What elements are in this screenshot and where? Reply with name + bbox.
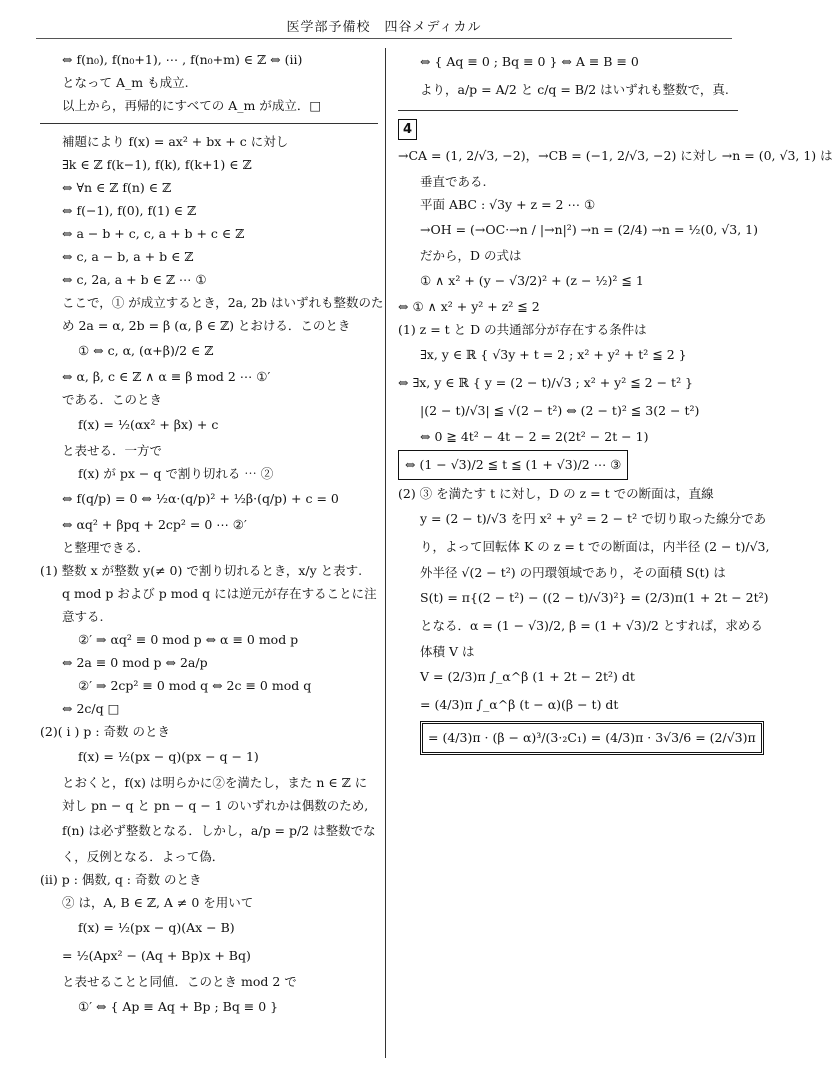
- text-line: (ii) p : 偶数, q : 奇数 のとき: [40, 872, 202, 887]
- text-line: ここで，① が成立するとき，2a, 2b はいずれも整数のた: [62, 295, 384, 310]
- text-line: となって A_m も成立.: [62, 75, 189, 90]
- text-line: と整理できる．: [62, 540, 150, 555]
- text-line: く，反例となる．よって偽．: [62, 849, 225, 864]
- left-column: [40, 50, 384, 1023]
- equation-line: ⇔ 0 ≧ 4t² − 4t − 2 = 2(2t² − 2t − 1): [420, 429, 649, 444]
- equation-line: ① ∧ x² + (y − √3/2)² + (z − ½)² ≦ 1: [420, 273, 644, 288]
- text-line: と表せる．一方で: [62, 443, 163, 458]
- section-rule: [398, 110, 738, 111]
- page-header: 医学部予備校 四谷メディカル: [286, 20, 482, 35]
- text-line: ⇔ ∀n ∈ ℤ f(n) ∈ ℤ: [62, 180, 172, 195]
- text-line: だから，D の式は: [420, 248, 522, 263]
- text-line: 平面 ABC : √3y + z = 2 ⋯ ①: [420, 197, 596, 212]
- equation-line: f(x) = ½(αx² + βx) + c: [78, 417, 219, 432]
- text-line: ⇔ α, β, c ∈ ℤ ∧ α ≡ β mod 2 ⋯ ①′: [62, 369, 271, 384]
- text-line: とおくと，f(x) は明らかに②を満たし，また n ∈ ℤ に: [62, 775, 368, 790]
- text-line: (2)( i ) p : 奇数 のとき: [40, 724, 171, 739]
- text-line: ∃k ∈ ℤ f(k−1), f(k), f(k+1) ∈ ℤ: [62, 157, 252, 172]
- equation-line: ∃x, y ∈ ℝ { √3y + t = 2 ; x² + y² + t² ≦ 2 }: [420, 347, 687, 362]
- text-line: ②′ ⇒ αq² ≡ 0 mod p ⇔ α ≡ 0 mod p: [78, 632, 299, 647]
- text-line: f(n) は必ず整数となる．しかし，a/p = p/2 は整数でな: [62, 823, 376, 838]
- equation-line: f(x) = ½(px − q)(Ax − B): [78, 920, 235, 935]
- header-rule: [36, 38, 732, 39]
- text-line: ⇔ 2c/q □: [62, 701, 120, 716]
- text-line: ⇔ c, a − b, a + b ∈ ℤ: [62, 249, 194, 264]
- text-line: 以上から，再帰的にすべての A_m が成立．□: [62, 98, 322, 113]
- equation-line: →OH = (→OC·→n / |→n|²) →n = (2/4) →n = ½(0, √3, 1): [420, 222, 758, 237]
- equation-line: = (4/3)π ∫_α^β (t − α)(β − t) dt: [420, 697, 619, 712]
- text-line: 体積 V は: [420, 644, 475, 659]
- text-line: y = (2 − t)/√3 を円 x² + y² = 2 − t² で切り取った線分であ: [420, 511, 767, 526]
- equation-line: S(t) = π{(2 − t²) − ((2 − t)/√3)²} = (2/3)π(1 + 2t − 2t²): [420, 590, 769, 605]
- text-line: ⇔ f(−1), f(0), f(1) ∈ ℤ: [62, 203, 197, 218]
- problem-heading: [398, 119, 738, 140]
- column-divider: [385, 48, 386, 1058]
- text-line: ⇔ 2a ≡ 0 mod p ⇔ 2a/p: [62, 655, 208, 670]
- text-line: 対し pn − q と pn − q − 1 のいずれかは偶数のため,: [62, 798, 369, 813]
- equation-line: ① ⇔ c, α, (α+β)/2 ∈ ℤ: [78, 343, 214, 358]
- text-line: と表せることと同値．このとき mod 2 で: [62, 974, 297, 989]
- text-line: 外半径 √(2 − t²) の円環領域であり，その面積 S(t) は: [420, 565, 726, 580]
- final-answer-box: = (4/3)π · (β − α)³/(3·₂C₁) = (4/3)π · 3√3/6 = (2/√3)π: [420, 721, 764, 755]
- answer-line: [398, 450, 738, 480]
- equation-line: f(x) = ½(px − q)(px − q − 1): [78, 749, 259, 764]
- equation-line: ⇔ f(q/p) = 0 ⇔ ½α·(q/p)² + ½β·(q/p) + c = 0: [62, 491, 339, 506]
- right-column: [398, 50, 833, 759]
- text-line: q mod p および p mod q には逆元が存在することに注: [62, 586, 377, 601]
- text-line: ⇔ c, 2a, a + b ∈ ℤ ⋯ ①: [62, 272, 207, 287]
- text-line: 補題により f(x) = ax² + bx + c に対し: [62, 134, 289, 149]
- text-line: f(x) が px − q で割り切れる ⋯ ②: [78, 466, 274, 481]
- answer-box: ⇔ (1 − √3)/2 ≦ t ≦ (1 + √3)/2 ⋯ ③: [398, 450, 628, 480]
- text-line: り，よって回転体 K の z = t での断面は，内半径 (2 − t)/√3,: [420, 539, 770, 554]
- equation-line: ①′ ⇔ { Ap ≡ Aq + Bp ; Bq ≡ 0 }: [78, 999, 279, 1014]
- text-line: である．このとき: [62, 392, 163, 407]
- equation-line: |(2 − t)/√3| ≦ √(2 − t²) ⇔ (2 − t)² ≦ 3(2 − t²): [420, 403, 700, 418]
- text-line: ⇔ f(n₀), f(n₀+1), ⋯ , f(n₀+m) ∈ ℤ ⇔ (ii): [62, 52, 303, 67]
- text-line: ②′ ⇒ 2cp² ≡ 0 mod q ⇔ 2c ≡ 0 mod q: [78, 678, 312, 693]
- text-line: 垂直である.: [420, 174, 487, 189]
- text-line: 意する.: [62, 609, 104, 624]
- text-line: (1) z = t と D の共通部分が存在する条件は: [398, 322, 647, 337]
- text-line: (1) 整数 x が整数 y(≠ 0) で割り切れるとき，x/y と表す.: [40, 563, 363, 578]
- section-rule: [40, 123, 378, 124]
- text-line: となる．α = (1 − √3)/2, β = (1 + √3)/2 とすれば，求める: [420, 618, 763, 633]
- equation-line: ⇔ ① ∧ x² + y² + z² ≦ 2: [398, 299, 540, 314]
- text-line: より，a/p = A/2 と c/q = B/2 はいずれも整数で，真.: [420, 82, 729, 97]
- final-answer-line: [398, 721, 756, 755]
- problem-number-badge: 4: [398, 119, 417, 140]
- text-line: ⇔ a − b + c, c, a + b + c ∈ ℤ: [62, 226, 245, 241]
- text-line: ⇔ αq² + βpq + 2cp² = 0 ⋯ ②′: [62, 517, 247, 532]
- text-line: (2) ③ を満たす t に対し，D の z = t での断面は，直線: [398, 486, 714, 501]
- text-line: め 2a = α, 2b = β (α, β ∈ ℤ) とおける．このとき: [62, 318, 351, 333]
- equation-line: V = (2/3)π ∫_α^β (1 + 2t − 2t²) dt: [420, 669, 635, 684]
- equation-line: = ½(Apx² − (Aq + Bp)x + Bq): [62, 948, 251, 963]
- equation-line: ⇔ ∃x, y ∈ ℝ { y = (2 − t)/√3 ; x² + y² ≦ 2 − t² }: [398, 375, 694, 390]
- text-line: ② は，A, B ∈ ℤ, A ≠ 0 を用いて: [62, 895, 254, 910]
- equation-line: ⇔ { Aq ≡ 0 ; Bq ≡ 0 } ⇔ A ≡ B ≡ 0: [420, 54, 639, 69]
- equation-line: →CA = (1, 2/√3, −2)，→CB = (−1, 2/√3, −2) に対し →n = (0, √3, 1) は: [398, 148, 833, 163]
